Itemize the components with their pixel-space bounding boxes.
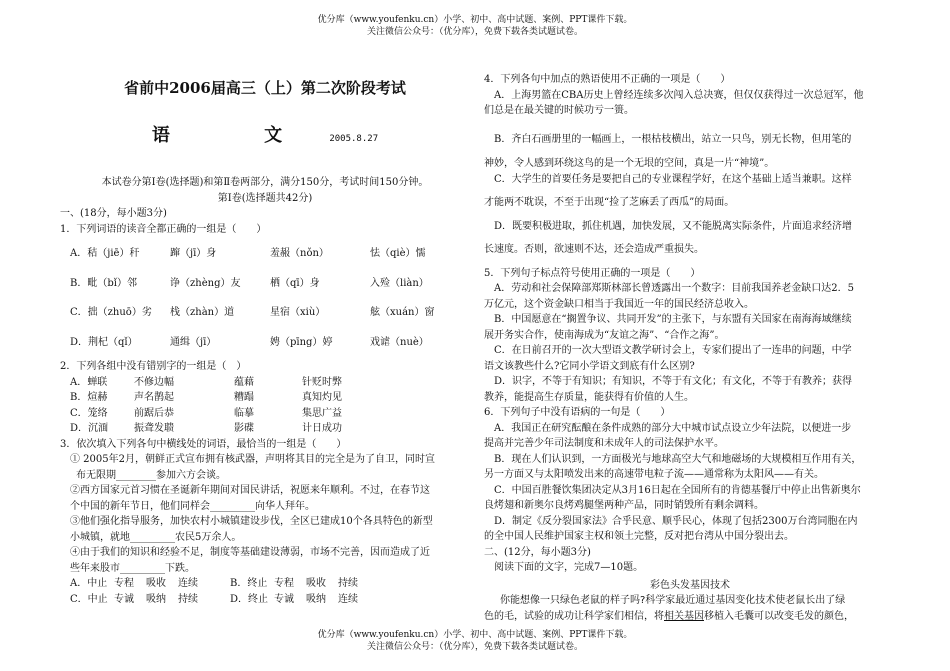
q1-b-4: 入殓（liàn）	[370, 277, 429, 289]
article-line-2a: 色的毛，试验的成功让科学家们相信，将	[484, 610, 664, 622]
q3-b-1: B．终止	[230, 578, 268, 589]
q2-row-a	[60, 375, 470, 391]
q5-b2: 展开务实合作，使南海成为“友谊之海”、“合作之海”。	[484, 329, 725, 341]
article-title: 彩色头发基因技术	[650, 579, 730, 591]
q2-c-2: 前踞后恭	[134, 407, 174, 419]
q4-a1: A．上海男篮在CBA历史上曾经连续多次闯入总决赛，但仅仅获得过一次总冠军，他	[494, 89, 864, 101]
q3-s2a: ②西方国家元首习惯在圣诞新年期间对国民讲话，祝愿来年顺利。不过，在春节这	[70, 485, 430, 496]
q1-row-c	[60, 305, 470, 321]
q6-c2: 良烤翅和新奥尔良烤鸡腿堡两种产品，同时销毁所有剩余调料。	[484, 500, 764, 511]
footer-line-2: 关注微信公众号：（优分库），免费下载各类试题试卷。	[366, 642, 583, 652]
q3-b-2: 专程	[274, 578, 294, 589]
q4-c2: 才能两不耽误，不至于出现“捡了芝麻丢了西瓜”的局面。	[484, 197, 735, 208]
q3-d-2: 专诚	[274, 593, 294, 605]
q3-d-4: 连续	[338, 593, 358, 605]
q2-row-d	[60, 421, 470, 437]
q3-options-cd	[60, 592, 470, 608]
q2-a-2: 不修边幅	[134, 376, 174, 388]
section2-instructions: 阅读下面的文字，完成7—10题。	[494, 562, 644, 573]
header-line-2: 关注微信公众号：（优分库），免费下载各类试题试卷。	[366, 27, 583, 37]
article-underlined-term: 相关基因	[664, 610, 704, 622]
q2-c-4: 集思广益	[302, 407, 342, 419]
q6-d2: 的全中国人民维护国家主权和领土完整，反对把台湾从中国分裂出去。	[484, 531, 794, 542]
q6-b2: 另一方面又与太阳喷发出来的高速带电粒子流——通常称为太阳风——有关。	[484, 469, 824, 480]
q1-options	[60, 246, 470, 350]
q2-d-1: D．沉湎	[70, 423, 109, 434]
part1-heading: 第Ⅰ卷(选择题共42分)	[217, 192, 313, 204]
q3-d-3: 吸纳	[306, 593, 326, 605]
q3-c-3: 吸纳	[146, 593, 166, 605]
subject-line	[60, 122, 470, 153]
q1-d-3: 娉（pīng）婷	[270, 336, 333, 348]
q1-b-2: 诤（zhèng）友	[170, 277, 241, 289]
q2-c-3: 临摹	[234, 407, 254, 419]
q1-stem: 1．下列词语的读音全都正确的一组是（ ）	[60, 223, 267, 235]
q2-d-2: 振聋发聩	[134, 423, 174, 434]
q2-d-3: 影碟	[234, 423, 254, 434]
q1-b-1: B．毗（bǐ）邻	[70, 277, 137, 289]
q4-c1: C．大学生的首要任务是要把自己的专业课程学好，在这个基础上适当兼职。这样	[494, 173, 852, 185]
q6-a2: 提高并完善少年司法制度和未成年人的司法保护水平。	[484, 438, 724, 449]
section1-heading: 一、(18分，每小题3分)	[60, 208, 167, 219]
section2-heading: 二、(12分，每小题3分)	[484, 546, 591, 558]
q3-options-ab	[60, 576, 470, 592]
q3-s3b: 小城镇，就地_________农民5万余人。	[70, 531, 242, 543]
q6-d1: D．制定《反分裂国家法》合乎民意、顺乎民心，体现了包括2300万台湾同胞在内	[494, 515, 858, 527]
q4-b1: B．齐白石画册里的一幅画上，一根枯枝横出，站立一只鸟，别无长物，但用笔的	[494, 133, 852, 145]
q5-b1: B．中国愿意在“搁置争议、共同开发”的主张下，与东盟有关国家在南海海域继续	[494, 314, 852, 325]
q1-c-1: C．拙（zhuō）劣	[70, 307, 152, 318]
header-line-1: 优分库（www.youfenku.cn）小学、初中、高中试题、案例、PPT课件下载。	[317, 15, 633, 25]
q2-b-4: 真知灼见	[302, 392, 342, 403]
q1-d-1: D．荆杞（qǐ）	[70, 336, 138, 348]
q3-s1a: ① 2005年2月，朝鲜正式宣布拥有核武器，声明将其目的完全是为了自卫，同时宣	[70, 454, 435, 465]
q3-c-1: C．中止	[70, 593, 108, 605]
q1-a-4: 怯（qiè）懦	[370, 248, 426, 259]
q1-row-b	[60, 276, 470, 292]
q3-a-3: 吸收	[146, 578, 166, 589]
q2-b-2: 声名鹊起	[134, 392, 174, 403]
q5-a1: A．劳动和社会保障部郑斯林部长曾透露出一个数字：目前我国养老金缺口达2．5	[494, 283, 854, 294]
q1-a-2: 蹿（jī）身	[170, 248, 217, 259]
exam-intro: 本试卷分第Ⅰ卷(选择题)和第Ⅱ卷两部分，满分150分，考试时间150分钟。	[101, 177, 429, 188]
q1-a-3: 羞赧（nǒn）	[270, 248, 329, 259]
q6-a1: A．我国正在研究酝酿在条件成熟的部分大中城市试点设立少年法院，以便进一步	[494, 422, 852, 434]
q5-d1: D．识字，不等于有知识；有知识，不等于有文化；有文化，不等于有教养；获得	[494, 376, 853, 387]
q3-a-4: 连续	[178, 578, 198, 589]
q3-c-2: 专诚	[114, 593, 134, 605]
article-line-2c: 移植入毛囊可以改变毛发的颜色，	[704, 610, 854, 622]
q3-s1b: 布无限期________参加六方会谈。	[76, 469, 226, 481]
q2-a-1: A．蝉联	[70, 376, 108, 388]
q6-b1: B．现在人们认识到，一方面极光与地球高空大气和地磁场的大规模相互作用有关，	[494, 453, 862, 465]
q3-b-3: 吸收	[306, 578, 326, 589]
q1-c-2: 栈（zhàn）道	[170, 307, 235, 318]
q4-a2: 们总是在最关键的时候功亏一篑。	[484, 105, 634, 116]
q3-stem: 3．依次填入下列各句中横线处的词语，最恰当的一组是（ ）	[60, 438, 347, 450]
q2-a-4: 针贬时弊	[302, 376, 342, 388]
q1-b-3: 栖（qī）身	[270, 277, 320, 289]
q5-c1: C．在日前召开的一次大型语文教学研讨会上，专家们提出了一连串的问题，中学	[494, 345, 852, 356]
q5-stem: 5．下列句子标点符号使用正确的一项是（ ）	[484, 267, 701, 279]
q3-a-2: 专程	[114, 578, 134, 589]
q2-options	[60, 375, 470, 437]
exam-title: 省前中2006届高三（上）第二次阶段考试	[124, 79, 406, 97]
right-column	[484, 72, 896, 624]
q1-row-d	[60, 335, 470, 351]
q1-row-a	[60, 246, 470, 262]
q2-b-3: 糟蹋	[234, 392, 254, 403]
q2-b-1: B．煊赫	[70, 392, 108, 403]
q4-d2: 长速度。否则，欲速则不达，还会造成严重损失。	[484, 244, 704, 255]
q3-s3a: ③他们强化指导服务，加快农村小城镇建设步伐，全区已建成10个各具特色的新型	[70, 516, 433, 527]
q2-c-1: C．笼络	[70, 407, 108, 419]
q6-c1: C．中国百胜餐饮集团决定从3月16日起在全国所有的肯德基餐厅中停止出售新奥尔	[494, 484, 861, 496]
footer-line-1: 优分库（www.youfenku.cn）小学、初中、高中试题、案例、PPT课件下载。	[317, 630, 633, 640]
article-line-1: 你能想像一只绿色老鼠的样子吗?科学家最近通过基因变化技术使老鼠长出了绿	[500, 595, 846, 606]
left-column	[60, 68, 470, 607]
article-line-2	[484, 609, 896, 625]
exam-date: 2005.8.27	[329, 134, 379, 144]
q3-a-1: A．中止	[70, 578, 108, 589]
q3-b-4: 持续	[338, 578, 358, 589]
q3-d-1: D．终止	[230, 593, 269, 605]
q1-d-4: 戏谑（nuè）	[370, 336, 429, 348]
q3-s4a: ④由于我们的知识和经验不足，制度等基础建设薄弱，市场不完善，因而造成了近	[70, 547, 430, 558]
q2-row-b	[60, 390, 470, 406]
q4-b2: 神妙，令人感到环绕这鸟的是一个无垠的空间，真是一片“神境”。	[484, 158, 775, 169]
page-footer	[0, 629, 950, 653]
q5-a2: 万亿元，这个资金缺口相当于我国近一年的国民经济总收入。	[484, 298, 754, 310]
q5-c2: 语文该教些什么?它同小学语文到底有什么区别?	[484, 360, 695, 372]
q2-a-3: 蕴藉	[234, 376, 254, 388]
q3-s2b: 个中国的新年节日，他们同样会_________向华人拜年。	[70, 500, 315, 512]
q6-stem: 6．下列句子中没有语病的一句是（ ）	[484, 407, 671, 418]
q4-d1: D．既要积极进取，抓住机遇，加快发展，又不能脱离实际条件，片面追求经济增	[494, 220, 853, 232]
q1-d-2: 通缉（jī）	[170, 336, 217, 348]
q1-c-3: 星宿（xiù）	[270, 307, 326, 318]
q1-a-1: A．秸（jiē）秆	[70, 248, 140, 259]
subject-name: 语 文	[151, 125, 327, 146]
q2-d-4: 计日成功	[302, 423, 342, 434]
q3-c-4: 持续	[178, 593, 198, 605]
page-header	[0, 14, 950, 38]
q1-c-4: 舷（xuán）窗	[370, 307, 435, 318]
q3-s4b: 些年来股市_________下跌。	[70, 562, 195, 574]
q2-stem: 2．下列各组中没有错别字的一组是（ ）	[60, 361, 247, 372]
q5-d2: 教养，能提高生存质量，能获得有价值的人生。	[484, 391, 694, 403]
q4-stem: 4．下列各句中加点的熟语使用不正确的一项是（ ）	[484, 74, 731, 85]
q2-row-c	[60, 406, 470, 422]
